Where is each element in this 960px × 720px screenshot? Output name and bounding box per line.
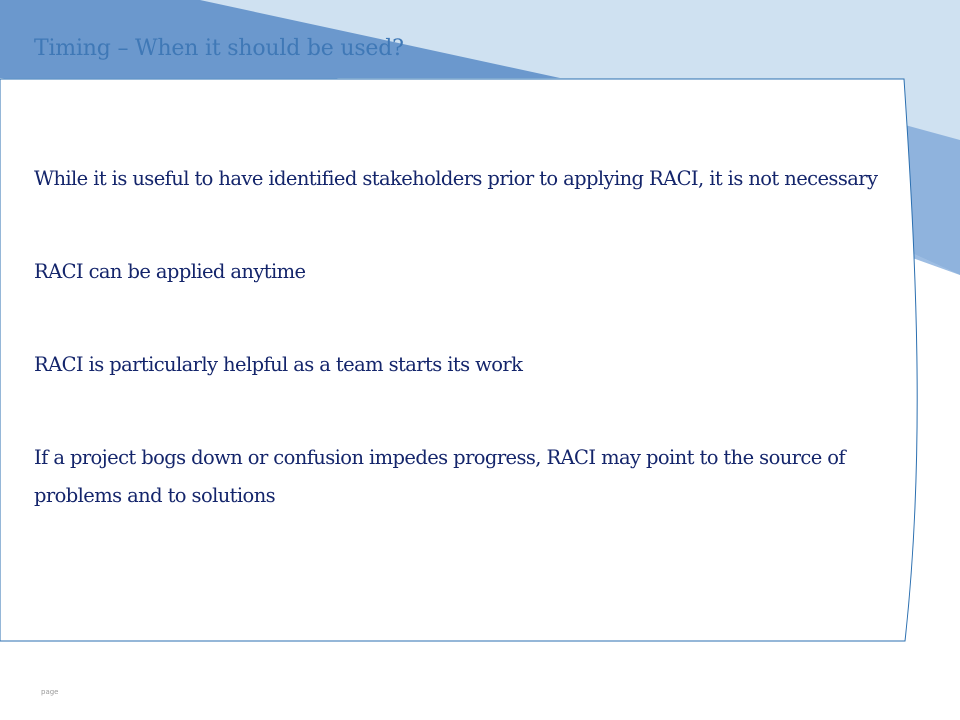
bullet-list bbox=[34, 160, 899, 570]
slide-title: Timing – When it should be used? bbox=[34, 36, 404, 61]
bullet-item: While it is useful to have identified stakeholders prior to applying RACI, it is not necessary bbox=[34, 167, 878, 190]
bullet-item: RACI is particularly helpful as a team starts its work bbox=[34, 353, 523, 376]
bullet-item: If a project bogs down or confusion impedes progress, RACI may point to the source of problems and to solutions bbox=[34, 446, 846, 507]
bullet-item: RACI can be applied anytime bbox=[34, 260, 306, 283]
page-number-footer: page bbox=[41, 688, 59, 696]
